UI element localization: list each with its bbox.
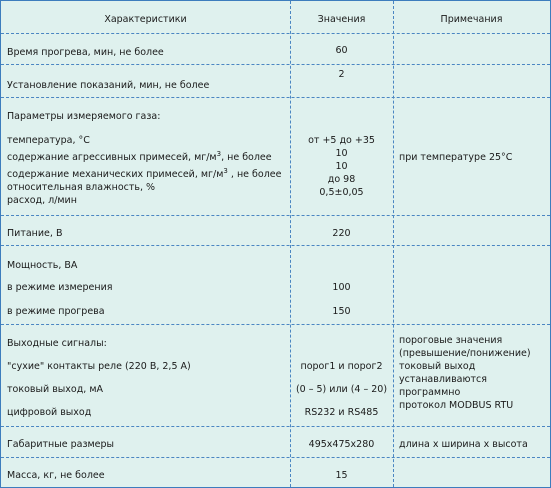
row-divider (1, 215, 550, 216)
header-characteristics: Характеристики (104, 14, 187, 25)
gas-mechanical-label: содержание механических примесей, $мг/м^3$ , не более (7, 167, 282, 180)
row-divider (1, 457, 550, 458)
wattage-warm-value: 150 (332, 306, 351, 317)
row-divider (1, 33, 550, 34)
column-divider (393, 1, 394, 487)
gas-aggressive-value: 10 (335, 148, 348, 159)
gas-note: при температуре 25°С (399, 152, 513, 163)
power-label: Питание, В (7, 228, 63, 239)
outputs-note-line: устанавливаются (399, 374, 487, 385)
outputs-note-line: пороговые значения (399, 335, 503, 346)
gas-flow-label: расход, л/мин (7, 195, 77, 206)
row-divider (1, 426, 550, 427)
mass-label: Масса, кг, не более (7, 470, 105, 481)
row-divider (1, 97, 550, 98)
outputs-digital-label: цифровой выход (7, 407, 92, 418)
row-divider (1, 324, 550, 325)
gas-aggressive-label: содержание агрессивных примесей, $мг/м^3$, не более (7, 150, 272, 163)
gas-temperature-label: температура, °С (7, 135, 90, 146)
outputs-relay-label: "сухие" контакты реле (220 В, 2,5 А) (7, 361, 191, 372)
header-values: Значения (317, 14, 366, 25)
wattage-measure-label: в режиме измерения (7, 282, 113, 293)
gas-flow-value: 0,5±0,05 (319, 187, 364, 198)
gas-temperature-value: от +5 до +35 (308, 135, 375, 146)
gas-humidity-label: относительная влажность, % (7, 182, 156, 193)
outputs-note-line: (превышение/понижение) (399, 348, 531, 359)
wattage-measure-value: 100 (332, 282, 351, 293)
gas-humidity-value: до 98 (327, 174, 356, 185)
row-divider (1, 64, 550, 65)
outputs-note-line: программно (399, 387, 461, 398)
dims-value: 495x475x280 (308, 439, 375, 450)
wattage-warm-label: в режиме прогрева (7, 306, 105, 317)
dims-label: Габаритные размеры (7, 439, 115, 450)
outputs-note-line: протокол MODBUS RTU (399, 400, 514, 411)
gas-mechanical-value: 10 (335, 161, 348, 172)
header-notes: Примечания (440, 14, 503, 25)
power-value: 220 (332, 228, 351, 239)
outputs-current-value: (0 – 5) или (4 – 20) (295, 384, 388, 395)
wattage-title: Мощность, ВА (7, 260, 78, 271)
settle-label: Установление показаний, мин, не более (7, 80, 210, 91)
settle-value: 2 (338, 69, 345, 80)
outputs-digital-value: RS232 и RS485 (304, 407, 379, 418)
warmup-label: Время прогрева, мин, не более (7, 47, 164, 58)
outputs-title: Выходные сигналы: (7, 338, 107, 349)
outputs-note-line: токовый выход (399, 361, 476, 372)
dims-note: длина x ширина x высота (399, 439, 528, 450)
row-divider (1, 245, 550, 246)
warmup-value: 60 (335, 45, 348, 56)
outputs-relay-value: порог1 и порог2 (300, 361, 383, 372)
mass-value: 15 (335, 470, 348, 481)
gas-params-title: Параметры измеряемого газа: (7, 111, 161, 122)
outputs-current-label: токовый выход, мА (7, 384, 103, 395)
